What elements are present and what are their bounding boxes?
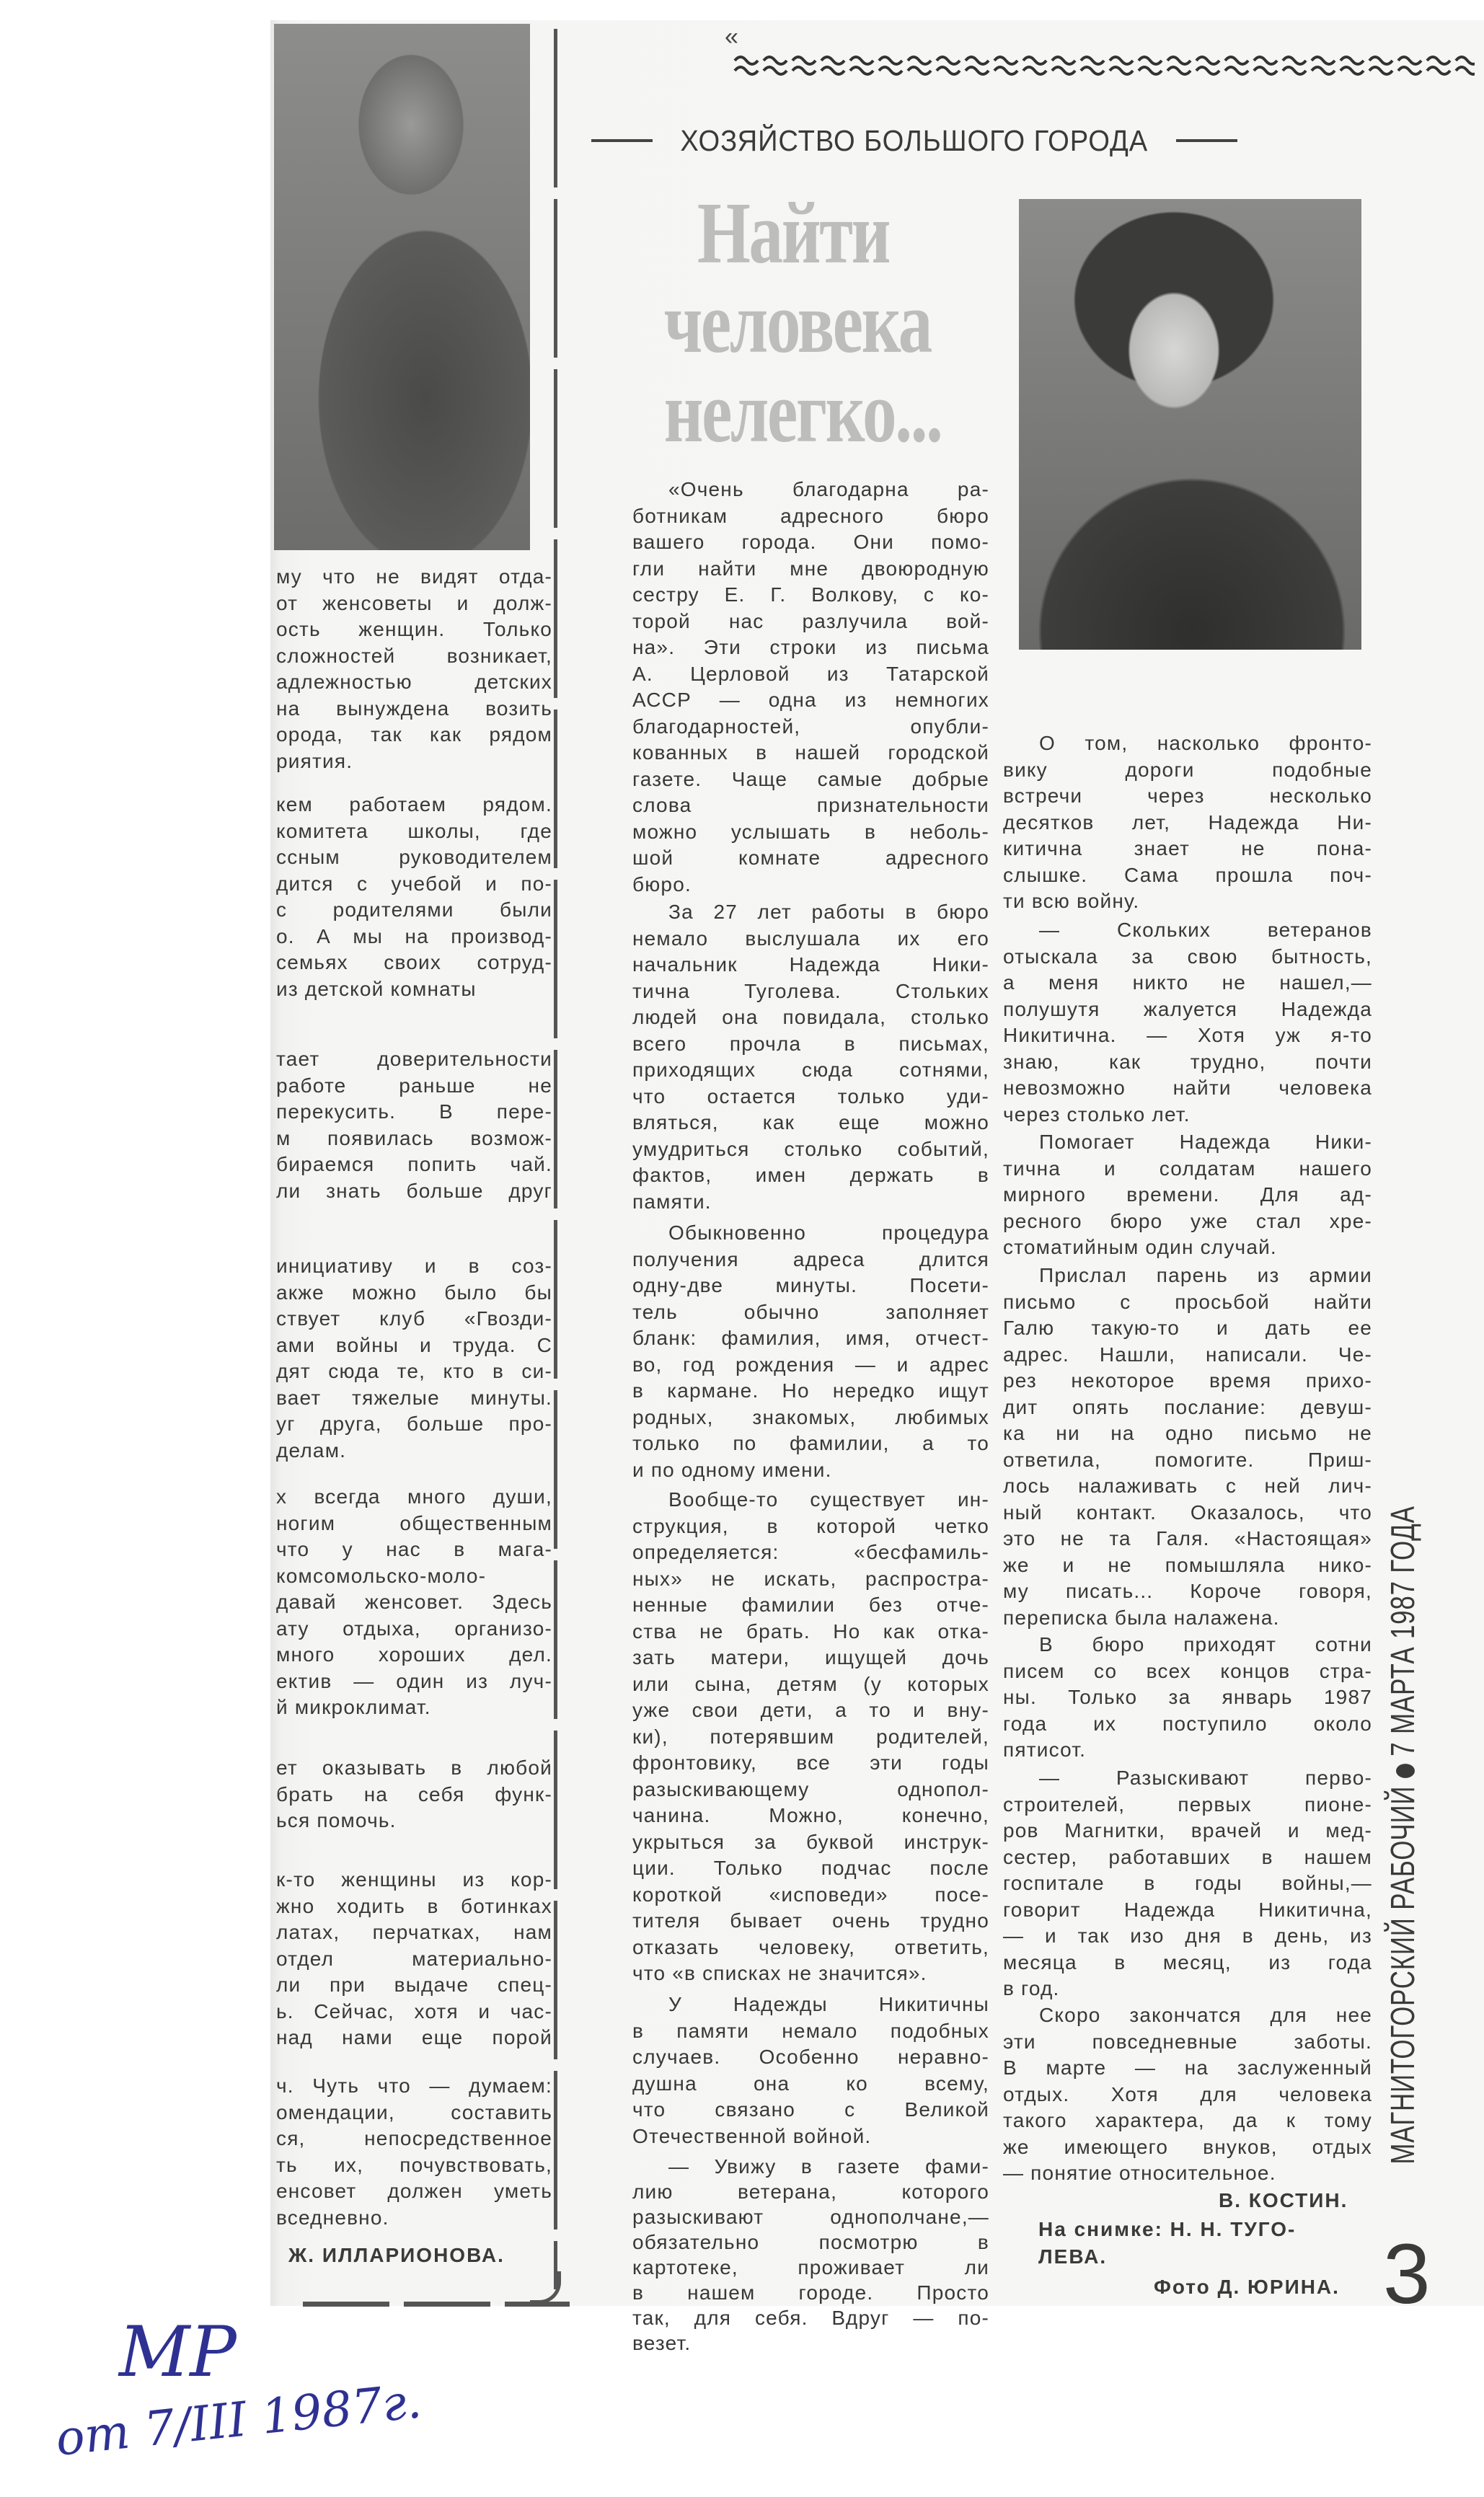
text-line: вляться, как еще можно	[632, 1111, 989, 1133]
text-line: из детской комнаты	[276, 977, 477, 1000]
text-line: давай женсовет. Здесь	[276, 1591, 552, 1613]
text-line: душна она ко всему,	[632, 2072, 989, 2095]
text-line: лось налаживать с ней лич-	[1003, 1475, 1372, 1497]
text-line: шой комнате адресного	[632, 847, 989, 869]
text-line: — и так изо дня в день, из	[1003, 1924, 1372, 1947]
text-line: бюро.	[632, 872, 692, 896]
text-line: от женсоветы и долж-	[276, 591, 552, 614]
text-line: ка ни на одно письмо не	[1003, 1422, 1372, 1444]
main-paragraph	[1003, 917, 1372, 1128]
photo-caption-line: ЛЕВА.	[1038, 2245, 1108, 2268]
text-line: комитета школы, где	[276, 819, 552, 842]
text-line: вает тяжелые минуты.	[276, 1386, 552, 1409]
photo-credit: Фото Д. ЮРИНА.	[1154, 2276, 1340, 2298]
photo-left-article	[274, 24, 530, 550]
text-line: — понятие относительное.	[1003, 2162, 1276, 2184]
text-line: ли при выдаче спец-	[276, 1974, 552, 1996]
text-line: везет.	[632, 2332, 692, 2354]
text-line: такого характера, да к тому	[1003, 2109, 1372, 2131]
main-paragraph	[1003, 1263, 1372, 1631]
text-line: памяти.	[632, 1190, 712, 1213]
text-line: в год.	[1003, 1977, 1060, 1999]
main-article-signature: В. КОСТИН.	[1219, 2189, 1348, 2211]
main-paragraph	[1003, 2002, 1372, 2187]
text-line: китична знает не пона-	[1003, 837, 1372, 859]
text-line: много хороших дел.	[276, 1643, 552, 1666]
newspaper-name: МАГНИТОГОРСКИЙ РАБОЧИЙ	[1384, 1785, 1421, 2165]
text-line: ть их, почувствовать,	[276, 2153, 552, 2176]
main-paragraph	[632, 899, 989, 1215]
text-line: переписка была налажена.	[1003, 1606, 1280, 1629]
text-line: ься помочь.	[276, 1809, 397, 1831]
text-line: ных» не искать, распростра-	[632, 1567, 989, 1590]
text-line: укрыться за буквой инструк-	[632, 1830, 989, 1853]
text-line: ства не брать. Но как отка-	[632, 1619, 989, 1643]
text-line: тична Туголева. Стольких	[632, 979, 989, 1002]
title-dash-right	[1176, 139, 1237, 142]
text-line: на вынуждена возить	[276, 697, 552, 720]
text-line: определяется: «бесфамиль-	[632, 1541, 989, 1563]
page-number: 3	[1383, 2227, 1431, 2322]
text-line: всего прочла в письмах,	[632, 1032, 989, 1055]
text-line: Скоро закончатся для нее	[1039, 2004, 1372, 2026]
text-line: разыскивают однополчане,—	[632, 2206, 989, 2228]
text-line: ответила, помогите. Приш-	[1003, 1448, 1372, 1471]
text-line: ектив — один из луч-	[276, 1669, 552, 1692]
text-line: работе раньше не	[276, 1074, 552, 1097]
text-line: сестру Е. Г. Волкову, с ко-	[632, 583, 989, 606]
text-line: слышке. Сама прошла поч-	[1003, 863, 1372, 886]
text-line: стоматийным один случай.	[1003, 1236, 1277, 1258]
text-line: года их поступило около	[1003, 1712, 1372, 1735]
text-line: умудриться столько событий,	[632, 1137, 989, 1160]
text-line: газете. Чаще самые добрые	[632, 767, 989, 790]
text-line: писем со всех концов стра-	[1003, 1659, 1372, 1682]
text-line: Отечественной войной.	[632, 2124, 872, 2147]
text-line: Помогает Надежда Ники-	[1039, 1131, 1372, 1153]
text-line: эти повседневные заботы.	[1003, 2030, 1372, 2053]
text-line: делам.	[276, 1438, 347, 1462]
text-line: ь. Сейчас, хотя и час-	[276, 1999, 552, 2023]
text-line: ствует клуб «Гвозди-	[276, 1307, 552, 1330]
text-line: акже можно было бы	[276, 1281, 552, 1304]
text-line: что «в списках не значится».	[632, 1962, 927, 1984]
text-line: невозможно найти человека	[1003, 1077, 1372, 1099]
text-line: ции. Только подчас после	[632, 1857, 989, 1879]
left-article-signature: Ж. ИЛЛАРИОНОВА.	[288, 2244, 505, 2266]
main-paragraph	[632, 477, 989, 898]
section-title	[591, 123, 1363, 159]
text-line: жно ходить в ботинках	[276, 1894, 552, 1917]
wave-ornament-icon	[732, 50, 1475, 79]
photo-caption-line: На снимке: Н. Н. ТУГО-	[1038, 2218, 1297, 2240]
text-line: ами войны и труда. С	[276, 1333, 552, 1356]
issue-date: 7 МАРТА 1987 ГОДА	[1384, 1506, 1421, 1756]
text-line: уг друга, больше про-	[276, 1413, 552, 1435]
text-line: во, год рождения — и адрес	[632, 1353, 989, 1376]
text-line: комсомольско-моло-	[276, 1564, 487, 1587]
text-line: ли знать больше друг	[276, 1179, 552, 1202]
text-line: За 27 лет работы в бюро	[668, 901, 989, 923]
text-line: через столько лет.	[1003, 1102, 1191, 1126]
text-line: письмо с просьбой найти	[1003, 1290, 1372, 1313]
text-line: латах, перчатках, нам	[276, 1921, 552, 1943]
text-line: получения адреса длится	[632, 1247, 989, 1270]
text-line: на». Эти строки из письма	[632, 636, 989, 658]
text-line: — Увижу в газете фами-	[668, 2155, 989, 2178]
text-line: тель обычно заполняет	[632, 1300, 989, 1323]
text-line: десятков лет, Надежда Ни-	[1003, 810, 1372, 834]
left-paragraph	[276, 1484, 552, 1721]
text-line: х всегда много души,	[276, 1485, 552, 1508]
text-line: О том, насколько фронто-	[1039, 732, 1372, 754]
text-line: а меня никто не нашел,—	[1003, 971, 1372, 994]
text-line: ненные фамилии без отче-	[632, 1594, 989, 1616]
text-line: бланк: фамилия, имя, отчест-	[632, 1327, 989, 1349]
text-line: лию ветерана, которого	[632, 2180, 989, 2203]
text-line: «Очень благодарна ра-	[668, 478, 989, 500]
text-line: дится с учебой и по-	[276, 872, 552, 895]
text-line: ресного бюро уже стал хре-	[1003, 1209, 1372, 1232]
text-line: госпитале в годы войны,—	[1003, 1872, 1372, 1894]
headline-line: человека	[663, 274, 931, 371]
headline-line: Найти	[697, 185, 890, 282]
text-line: немало выслушала их его	[632, 927, 989, 950]
text-line: отыскала за свою бытность,	[1003, 945, 1372, 968]
main-paragraph	[632, 1487, 989, 1987]
text-line: ся, непосредственное	[276, 2127, 552, 2149]
text-line: фактов, имен держать в	[632, 1164, 989, 1186]
main-paragraph	[1003, 1765, 1372, 2002]
text-line: пятисот.	[1003, 1738, 1087, 1761]
text-line: омендации, составить	[276, 2100, 552, 2123]
text-line: В марте — на заслуженный	[1003, 2056, 1372, 2079]
text-line: кованных в нашей городской	[632, 741, 989, 764]
text-line: АССР — одна из немногих	[632, 689, 989, 711]
text-line: ногим общественным	[276, 1511, 552, 1534]
text-line: Вообще-то существует ин-	[668, 1488, 989, 1511]
text-line: адлежностью детских	[276, 671, 552, 693]
text-line: кем работаем рядом.	[276, 793, 552, 816]
text-line: ссным руководителем	[276, 846, 552, 868]
left-paragraph	[276, 792, 552, 1002]
text-line: ч. Чуть что — думаем:	[276, 2074, 552, 2097]
text-line: риятия.	[276, 749, 353, 772]
text-line: о. А мы на производ-	[276, 924, 552, 947]
text-line: У Надежды Никитичны	[668, 1993, 989, 2015]
text-line: ату отдыха, организо-	[276, 1617, 552, 1640]
headline-line: нелегко...	[663, 363, 942, 461]
text-line: зать матери, ищущей дочь	[632, 1646, 989, 1669]
text-line: случаев. Особенно неравно-	[632, 2046, 989, 2068]
main-paragraph	[632, 1220, 989, 1483]
text-line: ки), потерявшим родителей,	[632, 1725, 989, 1748]
text-line: инициативу и в соз-	[276, 1255, 552, 1277]
main-paragraph	[632, 1992, 989, 2149]
left-paragraph	[276, 1253, 552, 1464]
bullet-icon	[1396, 1764, 1415, 1778]
text-line: благодарностей, опубли-	[632, 715, 989, 738]
text-line: — Разыскивают перво-	[1039, 1767, 1372, 1789]
text-line: сестер, работавших в нашем	[1003, 1845, 1372, 1868]
text-line: струкция, в которой четко	[632, 1514, 989, 1537]
text-line: тична и солдатам нашего	[1003, 1157, 1372, 1180]
text-line: это не та Галя. «Настоящая»	[1003, 1527, 1372, 1550]
text-line: ти всю войну.	[1003, 890, 1140, 912]
text-line: полушутя жалуется Надежда	[1003, 997, 1372, 1020]
text-line: что связано с Великой	[632, 2098, 989, 2121]
text-line: сложностей возникает,	[276, 644, 552, 667]
text-line: — Скольких ветеранов	[1039, 919, 1372, 941]
text-line: же и не помышляла нико-	[1003, 1553, 1372, 1576]
text-line: А. Церловой из Татарской	[632, 662, 989, 685]
photo-tugoleva	[1019, 199, 1361, 650]
text-line: чанина. Можно, конечно,	[632, 1804, 989, 1826]
text-line: м появилась возмож-	[276, 1126, 552, 1149]
text-line: с родителями были	[276, 898, 552, 921]
handwritten-line: МР	[119, 2312, 237, 2392]
text-line: в нашем городе. Просто	[632, 2281, 989, 2304]
text-line: же имеющего внуков, отдых	[1003, 2135, 1372, 2158]
text-line: картотеке, проживает ли	[632, 2256, 989, 2279]
text-line: Обыкновенно процедура	[668, 1221, 989, 1244]
handwritten-line: от 7/III 1987г.	[53, 2373, 424, 2467]
text-line: отказать человеку, ответить,	[632, 1935, 989, 1958]
text-line: тает доверительности	[276, 1048, 552, 1070]
text-line: В бюро приходят сотни	[1039, 1633, 1372, 1656]
text-line: ботникам адресного бюро	[632, 504, 989, 527]
text-line: в памяти немало подобных	[632, 2019, 989, 2042]
text-line: бираемся попить чай.	[276, 1153, 552, 1175]
left-paragraph	[276, 1755, 552, 1834]
text-line: ны. Только за январь 1987	[1003, 1686, 1372, 1708]
text-line: фронтовику, все эти годы	[632, 1751, 989, 1774]
article-headline	[627, 185, 959, 461]
text-line: ость женщин. Только	[276, 618, 552, 640]
text-line: ет оказывать в любой	[276, 1756, 552, 1779]
text-line: брать на себя функ-	[276, 1782, 552, 1806]
text-line: над нами еще порой	[276, 2026, 552, 2049]
text-line: рез некоторое время прихо-	[1003, 1369, 1372, 1392]
main-paragraph	[1003, 1129, 1372, 1261]
text-line: говорит Надежда Никитична,	[1003, 1898, 1372, 1921]
text-line: Никитична. — Хотя уж я-то	[1003, 1024, 1372, 1046]
main-paragraph	[1003, 1632, 1372, 1764]
text-line: встречи через несколько	[1003, 785, 1372, 807]
title-dash-left	[591, 139, 653, 142]
text-line: людей она повидала, столько	[632, 1006, 989, 1028]
text-line: вику дороги подобные	[1003, 758, 1372, 781]
text-line: перекусить. В пере-	[276, 1100, 552, 1123]
text-line: короткой «исповеди» посе-	[632, 1883, 989, 1906]
left-paragraph	[276, 2073, 552, 2231]
text-line: дят сюда те, кто в си-	[276, 1360, 552, 1382]
text-line: й микроклимат.	[276, 1696, 431, 1718]
handwritten-note	[50, 2300, 483, 2480]
text-line: Галю такую-то и дать ее	[1003, 1317, 1372, 1339]
main-paragraph	[632, 2154, 989, 2356]
text-line: вашего города. Они помо-	[632, 531, 989, 553]
text-line: отдел материально-	[276, 1947, 552, 1970]
text-line: гли найти мне двоюродную	[632, 557, 989, 580]
text-line: к-то женщины из кор-	[276, 1868, 552, 1891]
left-paragraph	[276, 1867, 552, 2051]
text-line: тителя бывает очень трудно	[632, 1909, 989, 1932]
text-line: в кармане. Но нередко ищут	[632, 1379, 989, 1402]
text-line: что остается только уди-	[632, 1084, 989, 1108]
left-paragraph	[276, 1046, 552, 1204]
main-paragraph	[1003, 730, 1372, 915]
text-line: что у нас в мага-	[276, 1538, 552, 1560]
text-line: вседневно.	[276, 2206, 389, 2229]
text-line: дит опять послание: девуш-	[1003, 1395, 1372, 1418]
text-line: семьях своих сотруд-	[276, 951, 552, 973]
column-divider	[554, 29, 557, 2289]
text-line: или сына, детям (у которых	[632, 1672, 989, 1695]
text-line: обязательно посмотрю в	[632, 2231, 989, 2253]
text-line: ный контакт. Оказалось, что	[1003, 1501, 1372, 1524]
text-line: му что не видят отда-	[276, 565, 552, 588]
text-line: му писать... Короче говоря,	[1003, 1580, 1372, 1602]
text-line: уже свои дети, а то и вну-	[632, 1699, 989, 1721]
text-line: одну-две минуты. Посети-	[632, 1274, 989, 1296]
text-line: можно услышать в неболь-	[632, 820, 989, 843]
text-line: так, для себя. Вдруг — по-	[632, 2307, 989, 2329]
left-paragraph	[276, 564, 552, 774]
section-title-text: ХОЗЯЙСТВО БОЛЬШОГО ГОРОДА	[680, 123, 1149, 157]
newspaper-masthead	[1384, 1506, 1421, 2164]
ornament-quote: «	[725, 23, 738, 50]
text-line: орода, так как рядом	[276, 723, 552, 746]
text-line: енсовет должен уметь	[276, 2180, 552, 2202]
text-line: отдых. Хотя для человека	[1003, 2082, 1372, 2105]
text-line: торой нас разлучила вой-	[632, 609, 989, 632]
text-line: мирного времени. Для ад-	[1003, 1183, 1372, 1206]
text-line: месяца в месяц, из года	[1003, 1950, 1372, 1974]
text-line: Прислал парень из армии	[1039, 1264, 1372, 1286]
text-line: строителей, первых пионе-	[1003, 1793, 1372, 1816]
text-line: знаю, как трудно, почти	[1003, 1050, 1372, 1073]
text-line: и по одному имени.	[632, 1458, 832, 1481]
text-line: разыскивающему однопол-	[632, 1777, 989, 1800]
text-line: ров Магнитки, врачей и мед-	[1003, 1819, 1372, 1842]
text-line: родных, знакомых, любимых	[632, 1405, 989, 1428]
text-line: слова признательности	[632, 794, 989, 816]
text-line: приходящих сюда сотнями,	[632, 1059, 989, 1081]
text-line: начальник Надежда Ники-	[632, 953, 989, 976]
text-line: только по фамилии, а то	[632, 1432, 989, 1454]
text-line: адрес. Нашли, написали. Че-	[1003, 1343, 1372, 1366]
